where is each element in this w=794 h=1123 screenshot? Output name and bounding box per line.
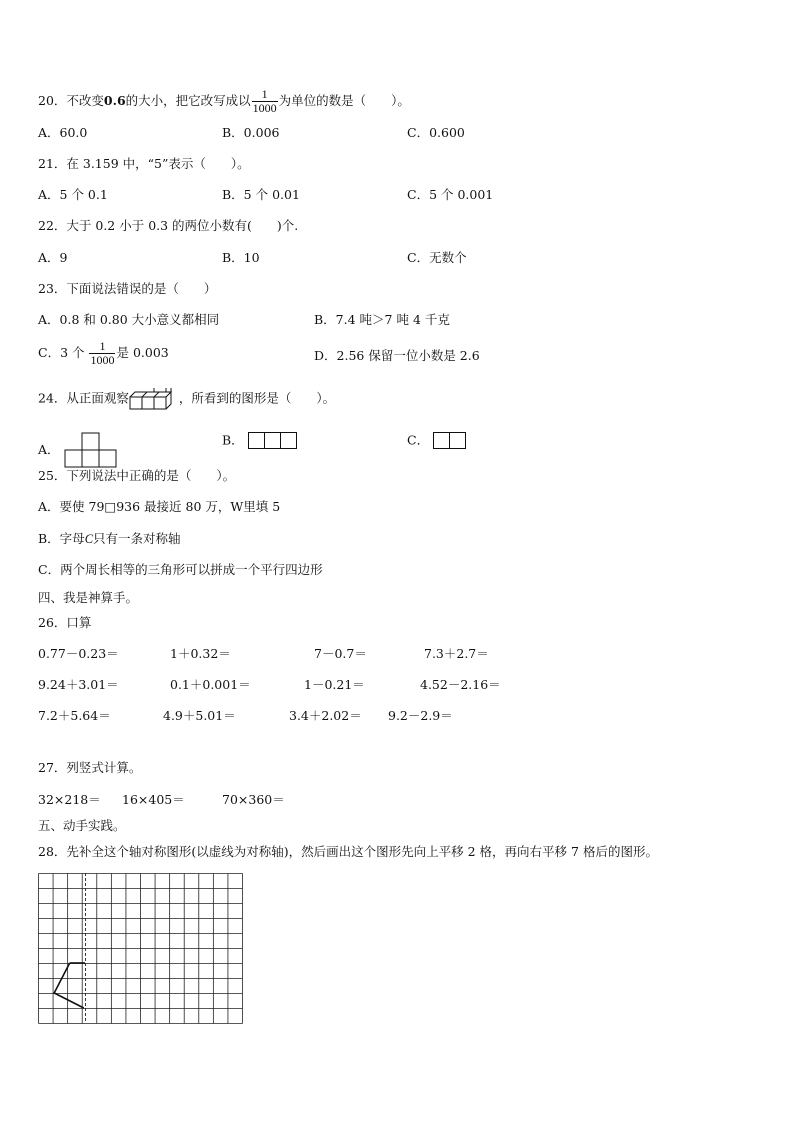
q23-option-c[interactable] xyxy=(38,340,169,367)
q23-option-d[interactable]: D．2.56 保留一位小数是 2.6 xyxy=(314,348,480,363)
question-24 xyxy=(38,388,335,410)
q24-option-c-label: C． xyxy=(407,432,430,448)
calc-item: 3.4＋2.02＝ xyxy=(289,708,362,723)
calc-item: 1－0.21＝ xyxy=(304,677,365,692)
q21-option-b[interactable]: B．5 个 0.01 xyxy=(222,187,300,202)
q21-option-a[interactable]: A．5 个 0.1 xyxy=(38,187,108,202)
q20-fraction: $\frac{1}{1000}$ xyxy=(252,87,277,115)
q24-stem: 24．从正面观察 xyxy=(38,390,129,406)
q20-stem: 20．不改变 xyxy=(38,93,104,108)
q24-option-a-label: A． xyxy=(38,442,60,457)
q20-option-b[interactable]: B．0.006 xyxy=(222,125,280,140)
q24-option-a-shape xyxy=(64,432,118,468)
calc-item: 0.77－0.23＝ xyxy=(38,646,119,661)
q23-option-b[interactable]: B．7.4 吨＞7 吨 4 千克 xyxy=(314,312,450,327)
q20-option-a[interactable]: A．60.0 xyxy=(38,125,88,140)
q23-option-c-fraction: $\frac{1}{1000}$ xyxy=(90,339,115,367)
q24-option-b-square-1 xyxy=(248,432,265,449)
q24-option-c[interactable] xyxy=(407,432,465,449)
q25-option-b-tail: 只有一条对称轴 xyxy=(93,531,181,546)
q25-option-a[interactable]: A．要使 79□936 最接近 80 万，W里填 5 xyxy=(38,499,281,514)
calc-item: 4.9＋5.01＝ xyxy=(163,708,236,723)
q23-option-c-tail: 是 0.003 xyxy=(116,345,169,360)
calc-item: 7.3＋2.7＝ xyxy=(424,646,489,661)
question-27-title: 27．列竖式计算。 xyxy=(38,760,142,775)
q24-option-b-label: B． xyxy=(222,432,244,448)
q24-option-b-square-3 xyxy=(280,432,297,449)
q24-option-a[interactable] xyxy=(38,432,118,468)
q24-option-c-square-2 xyxy=(449,432,466,449)
calc-item: 0.1＋0.001＝ xyxy=(170,677,251,692)
q22-option-a[interactable]: A．9 xyxy=(38,250,68,265)
q25-option-b-text: B．字母 xyxy=(38,531,85,546)
question-22: 22．大于 0.2 小于 0.3 的两位小数有( )个. xyxy=(38,218,299,233)
question-21: 21．在 3.159 中，“5”表示（ ）。 xyxy=(38,156,250,171)
q24-option-b[interactable] xyxy=(222,432,296,449)
calc-item: 7.2＋5.64＝ xyxy=(38,708,111,723)
q21-option-c[interactable]: C．5 个 0.001 xyxy=(407,187,494,202)
question-20 xyxy=(38,88,410,115)
question-28: 28．先补全这个轴对称图形(以虚线为对称轴)，然后画出这个图形先向上平移 2 格，再向右平移 7 格后的图形。 xyxy=(38,844,658,859)
q25-option-b[interactable] xyxy=(38,531,181,547)
q23-option-a[interactable]: A．0.8 和 0.80 大小意义都相同 xyxy=(38,312,220,327)
q24-stem-end: ，所看到的图形是（ ）。 xyxy=(178,390,336,406)
q20-stem-mid: 的大小，把它改写成以 xyxy=(125,93,251,108)
calc-item: 9.2－2.9＝ xyxy=(388,708,453,723)
calc-item: 9.24＋3.01＝ xyxy=(38,677,119,692)
q23-option-c-text: C．3 个 xyxy=(38,345,85,360)
vertical-calc-item: 32×218＝ xyxy=(38,792,101,807)
q20-number: 0.6 xyxy=(103,93,126,108)
q24-option-b-square-2 xyxy=(264,432,281,449)
drawing-grid[interactable] xyxy=(38,873,244,1025)
question-25: 25．下列说法中正确的是（ ）。 xyxy=(38,468,236,483)
q25-option-b-letter: C xyxy=(84,532,94,546)
partial-shape xyxy=(54,963,84,1008)
question-23: 23．下面说法错误的是（ ） xyxy=(38,281,217,296)
calc-item: 4.52－2.16＝ xyxy=(420,677,501,692)
q22-option-b[interactable]: B．10 xyxy=(222,250,260,265)
vertical-calc-item: 16×405＝ xyxy=(122,792,185,807)
calc-item: 7－0.7＝ xyxy=(314,646,367,661)
q20-option-c[interactable]: C．0.600 xyxy=(407,125,465,140)
q24-option-c-square-1 xyxy=(433,432,450,449)
vertical-calc-item: 70×360＝ xyxy=(222,792,285,807)
cube-stack-figure xyxy=(129,388,179,410)
section-5-heading: 五、动手实践。 xyxy=(38,818,126,833)
q25-option-c[interactable]: C．两个周长相等的三角形可以拼成一个平行四边形 xyxy=(38,562,323,577)
section-4-heading: 四、我是神算手。 xyxy=(38,590,139,605)
q22-option-c[interactable]: C．无数个 xyxy=(407,250,467,265)
calc-item: 1＋0.32＝ xyxy=(170,646,231,661)
q20-stem-end: 为单位的数是（ ）。 xyxy=(278,93,410,108)
question-26-title: 26．口算 xyxy=(38,615,92,630)
